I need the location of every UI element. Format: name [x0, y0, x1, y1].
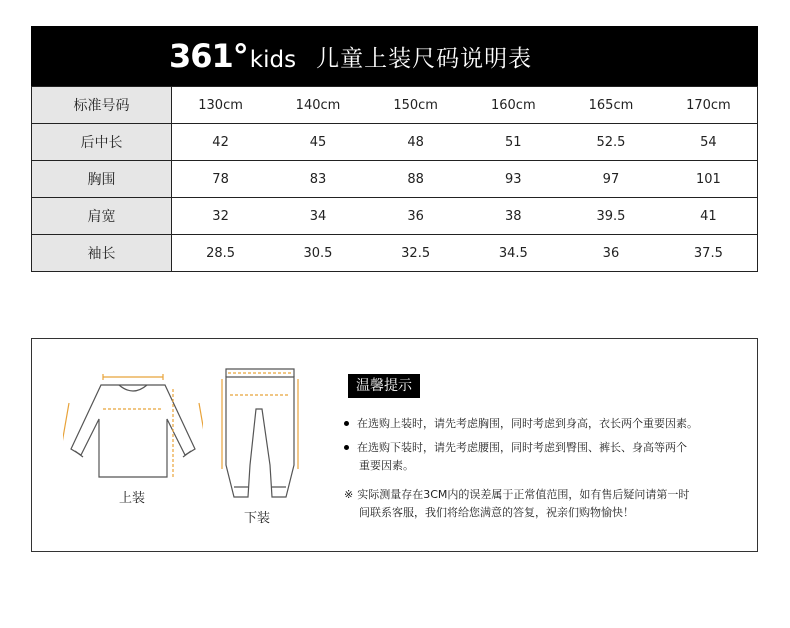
table-cell: 36	[562, 235, 660, 272]
table-cell: 41	[660, 198, 758, 235]
table-cell: 93	[464, 161, 562, 198]
size-col-1: 140cm	[269, 87, 367, 124]
table-cell: 97	[562, 161, 660, 198]
tips-panel	[31, 338, 758, 552]
tips-title: 温馨提示	[348, 374, 420, 398]
size-header-label: 标准号码	[32, 87, 172, 124]
table-cell: 34	[269, 198, 367, 235]
tip-note	[344, 486, 739, 522]
table-cell: 51	[464, 124, 562, 161]
table-cell: 52.5	[562, 124, 660, 161]
table-cell: 78	[172, 161, 270, 198]
size-col-0: 130cm	[172, 87, 270, 124]
table-row	[32, 124, 758, 161]
row-label: 胸围	[32, 161, 172, 198]
tip-text: 在选购上装时，请先考虑胸围，同时考虑到身高，衣长两个重要因素。	[357, 417, 698, 430]
note-text-continued: 间联系客服，我们将给您满意的答复，祝亲们购物愉快！	[359, 506, 634, 519]
pants-garment-icon	[220, 365, 300, 500]
table-cell: 37.5	[660, 235, 758, 272]
size-chart-sheet	[31, 26, 758, 272]
row-label: 袖长	[32, 235, 172, 272]
size-col-5: 170cm	[660, 87, 758, 124]
table-cell: 45	[269, 124, 367, 161]
table-cell: 42	[172, 124, 270, 161]
table-row	[32, 235, 758, 272]
logo-number: 361°	[169, 37, 248, 75]
size-table	[31, 86, 758, 272]
tip-text-continued: 重要因素。	[359, 459, 414, 472]
note-text: 实际测量存在3CM内的误差属于正常值范围，如有售后疑问请第一时	[357, 488, 690, 501]
table-cell: 83	[269, 161, 367, 198]
table-row	[32, 161, 758, 198]
brand-logo	[169, 37, 297, 75]
header-bar	[31, 26, 758, 86]
size-col-3: 160cm	[464, 87, 562, 124]
table-cell: 28.5	[172, 235, 270, 272]
table-cell: 32.5	[367, 235, 465, 272]
table-cell: 32	[172, 198, 270, 235]
row-label: 肩宽	[32, 198, 172, 235]
table-cell: 101	[660, 161, 758, 198]
bullet-icon	[344, 445, 349, 450]
tip-text: 在选购下装时，请先考虑腰围，同时考虑到臀围、裤长、身高等两个	[357, 441, 687, 454]
table-cell: 38	[464, 198, 562, 235]
reference-mark: ※	[344, 488, 354, 501]
top-garment-icon	[63, 373, 203, 483]
logo-kids: kids	[249, 47, 297, 73]
table-cell: 88	[367, 161, 465, 198]
bullet-icon	[344, 421, 349, 426]
size-header-row	[32, 87, 758, 124]
table-cell: 39.5	[562, 198, 660, 235]
size-col-2: 150cm	[367, 87, 465, 124]
top-label: 上装	[119, 491, 146, 506]
table-cell: 36	[367, 198, 465, 235]
bottom-label: 下装	[244, 511, 271, 526]
row-label: 后中长	[32, 124, 172, 161]
table-row	[32, 198, 758, 235]
table-cell: 34.5	[464, 235, 562, 272]
tip-top-wear	[344, 415, 739, 433]
page-title: 儿童上装尺码说明表	[316, 45, 533, 72]
size-col-4: 165cm	[562, 87, 660, 124]
table-cell: 48	[367, 124, 465, 161]
tip-bottom-wear	[344, 439, 739, 475]
table-cell: 30.5	[269, 235, 367, 272]
table-cell: 54	[660, 124, 758, 161]
